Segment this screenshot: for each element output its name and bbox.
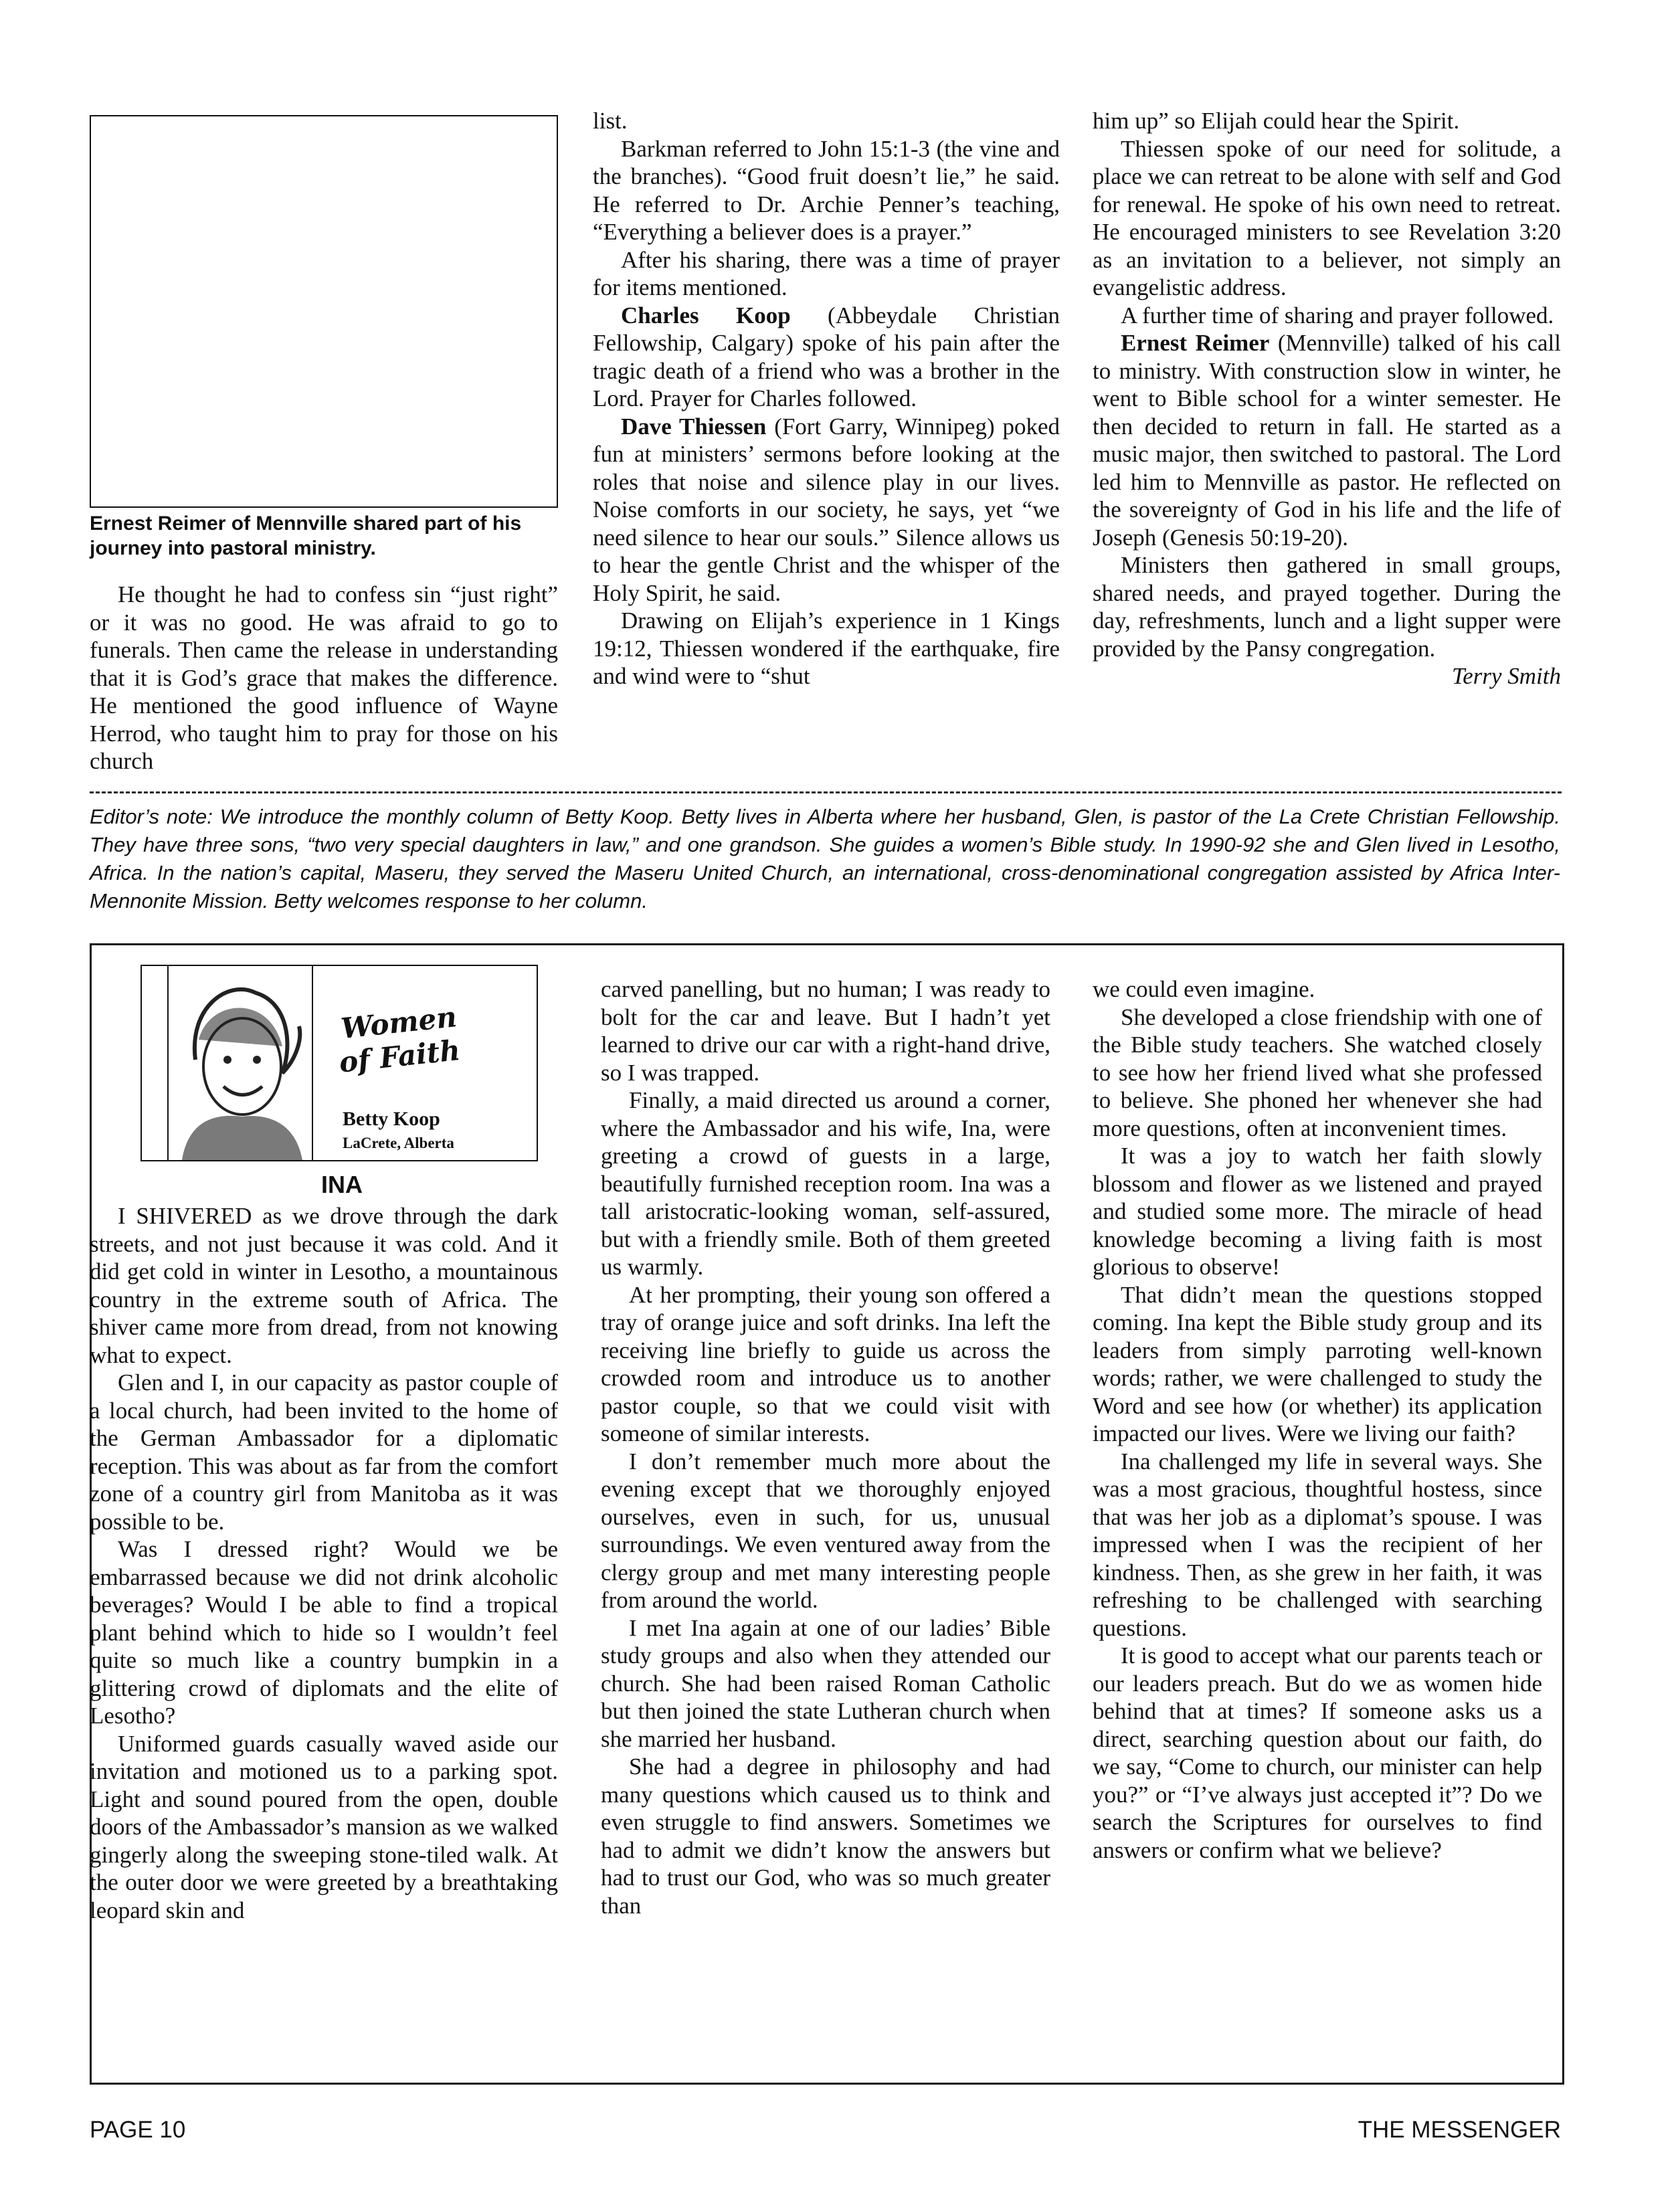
top-column-2	[593, 107, 1060, 690]
paragraph	[593, 413, 1060, 607]
page-number: PAGE 10	[90, 2117, 186, 2143]
paragraph: Glen and I, in our capacity as pastor couple of a local church, had been invited to the home of the German Ambassador for a diplomatic reception. This was about as far from the comfort zone of a country girl from Manitoba as it was possible to be.	[90, 1369, 558, 1535]
author-signature: Terry Smith	[1451, 663, 1561, 689]
paragraph: list.	[593, 108, 628, 134]
paragraph: He thought he had to confess sin “just right” or it was no good. He was afraid to go to funerals. Then came the release in understanding that it is God’s grace that makes the difference. He mentioned the good influence of Wayne Herrod, who taught him to pray for those on his church	[90, 581, 558, 774]
paragraph	[1093, 551, 1561, 689]
article-heading: INA	[321, 1171, 363, 1198]
paragraph: Uniformed guards casually waved aside our invitation and motioned us to a parking spot. Light and sound poured from the open, double doors of the Ambassador’s mansion as we walked gingerly along the sweeping stone-tiled walk. At the outer door we were greeted by a breathtaking leopard skin and	[90, 1730, 558, 1923]
paragraph: we could even imagine.	[1093, 976, 1315, 1002]
column-body-1	[90, 1202, 558, 1924]
paragraph: Was I dressed right? Would we be embarrassed because we did not drink alcoholic beverages? Would I be able to find a tropical plant behind which to hide so I wouldn’t feel quite so much like a country bumpkin in a glittering crowd of diplomats and the elite of Lesotho?	[90, 1536, 558, 1729]
paragraph: I SHIVERED as we drove through the dark streets, and not just because it was cold. And it did get cold in winter in Lesotho, a mountainous country in the extreme south of Africa. The shiver came more from dread, from not knowing what to expect.	[90, 1203, 558, 1368]
column-body-3	[1093, 975, 1542, 1864]
paragraph: It was a joy to watch her faith slowly blossom and flower as we listened and prayed and studied some more. The miracle of head knowledge becoming a living faith is most glorious to observe!	[1093, 1143, 1542, 1280]
paragraph-text: (Fort Garry, Winnipeg) poked fun at ministers’ sermons before looking at the roles that noise and silence play in our lives. Noise comforts in our society, he says, yet “we need silence to hear our souls.” Silence allows us to hear the gentle Christ and the whisper of the Holy Spirit, he said.	[593, 413, 1060, 606]
top-column-1	[90, 581, 558, 775]
paragraph: She developed a close friendship with one of the Bible study teachers. She watched closely to see how her friend lived what she professed to believe. She phoned her whenever she had more questions, often at inconvenient times.	[1093, 1004, 1542, 1141]
column-logo-title	[339, 1000, 462, 1079]
speaker-name: Charles Koop	[621, 302, 791, 328]
paragraph: Thiessen spoke of our need for solitude, a place we can retreat to be alone with self and God for renewal. He spoke of his own need to retreat. He encouraged ministers to see Revelation 3:20 as an invitation to a believer, not simply an evangelistic address.	[1093, 135, 1561, 300]
paragraph: him up” so Elijah could hear the Spirit.	[1093, 108, 1460, 134]
speaker-name: Ernest Reimer	[1121, 330, 1270, 356]
section-divider	[90, 791, 1562, 793]
paragraph	[1093, 329, 1561, 551]
paragraph: She had a degree in philosophy and had many questions which caused us to think and even struggle to find answers. Sometimes we had to admit we didn’t know the answers but had to trust our God, who was so much greater than	[601, 1753, 1050, 1919]
speaker-name: Dave Thiessen	[621, 413, 767, 440]
author-location: LaCrete, Alberta	[343, 1135, 454, 1151]
portrait-sketch-icon	[169, 966, 312, 1160]
photo-placeholder	[90, 115, 558, 508]
paragraph: Drawing on Elijah’s experience in 1 Kings 19:12, Thiessen wondered if the earthquake, fire and wind were to “shut	[593, 607, 1060, 689]
author-portrait	[167, 965, 313, 1161]
editors-note: Editor’s note: We introduce the monthly column of Betty Koop. Betty lives in Alberta where her husband, Glen, is pastor of the La Crete Christian Fellowship. They have three sons, “two very special daughters in law,” and one grandson. She guides a women’s Bible study. In 1990-92 she and Glen lived in Lesotho, Africa. In the nation’s capital, Maseru, they served the Maseru United Church, an international, cross-denominational congregation assisted by Africa Inter-Mennonite Mission. Betty welcomes response to her column.	[90, 805, 1560, 913]
women-of-faith-logo	[141, 965, 538, 1161]
publication-name: THE MESSENGER	[1358, 2117, 1561, 2143]
paragraph: carved panelling, but no human; I was ready to bolt for the car and leave. But I hadn’t yet learned to drive our car with a right-hand drive, so I was trapped.	[601, 976, 1050, 1086]
paragraph: It is good to accept what our parents teach or our leaders preach. But do we as women hide behind that at times? If someone asks us a direct, searching question about our faith, do we say, “Come to church, our minister can help you?” or “I’ve always just accepted it”? Do we search the Scriptures for ourselves to find answers or confirm what we believe?	[1093, 1642, 1542, 1863]
logo-title-line: Women	[339, 1000, 458, 1046]
paragraph: At her prompting, their young son offered a tray of orange juice and soft drinks. Ina left the receiving line briefly to guide us across the crowded room and introduce us to another pastor couple, so that we could visit with someone of similar interests.	[601, 1281, 1050, 1446]
photo-caption: Ernest Reimer of Mennville shared part of his journey into pastoral ministry.	[90, 512, 522, 559]
top-column-3	[1093, 107, 1561, 690]
paragraph: Barkman referred to John 15:1-3 (the vine and the branches). “Good fruit doesn’t lie,” he said. He referred to Dr. Archie Penner’s teaching, “Everything a believer does is a prayer.”	[593, 135, 1060, 245]
author-name: Betty Koop	[343, 1108, 440, 1130]
paragraph	[593, 302, 1060, 413]
logo-title-line: of Faith	[337, 1033, 462, 1079]
paragraph: A further time of sharing and prayer followed.	[1121, 302, 1554, 328]
paragraph: I don’t remember much more about the evening except that we thoroughly enjoyed ourselves, even in such, for us, unusual surroundings. We even ventured away from the clergy group and met many interesting people from around the world.	[601, 1448, 1050, 1613]
paragraph: Ina challenged my life in several ways. She was a most gracious, thoughtful hostess, since that was her job as a diplomat’s spouse. I was impressed when I was the recipient of her kindness. Then, as she grew in her faith, it was refreshing to be challenged with searching questions.	[1093, 1448, 1542, 1641]
paragraph: Finally, a maid directed us around a corner, where the Ambassador and his wife, Ina, were greeting a crowd of guests in a large, beautifully furnished reception room. Ina was a tall aristocratic-looking woman, self-assured, but with a friendly smile. Both of them greeted us warmly.	[601, 1087, 1050, 1280]
paragraph: I met Ina again at one of our ladies’ Bible study groups and also when they attended our church. She had been raised Roman Catholic but then joined the state Lutheran church when she married her husband.	[601, 1614, 1050, 1752]
paragraph: After his sharing, there was a time of prayer for items mentioned.	[593, 246, 1060, 300]
paragraph-text: (Abbeydale Christian Fellowship, Calgary) spoke of his pain after the tragic death of a friend who was a brother in the Lord. Prayer for Charles followed.	[593, 302, 1060, 411]
paragraph: That didn’t mean the questions stopped coming. Ina kept the Bible study group and its leaders from simply parroting well-known words; rather, we were challenged to study the Word and see how (or whether) its application impacted our lives. Were we living our faith?	[1093, 1281, 1542, 1446]
paragraph-text: Ministers then gathered in small groups, shared needs, and prayed together. During the day, refreshments, lunch and a light supper were provided by the Pansy congregation.	[1093, 552, 1561, 662]
paragraph-text: (Mennville) talked of his call to ministry. With construction slow in winter, he went to Bible school for a winter semester. He then decided to return in fall. He started as a music major, then switched to pastoral. The Lord led him to Mennville as pastor. He reflected on the sovereignty of God in his life and the life of Joseph (Genesis 50:19-20).	[1093, 330, 1561, 551]
column-body-2	[601, 975, 1050, 1919]
